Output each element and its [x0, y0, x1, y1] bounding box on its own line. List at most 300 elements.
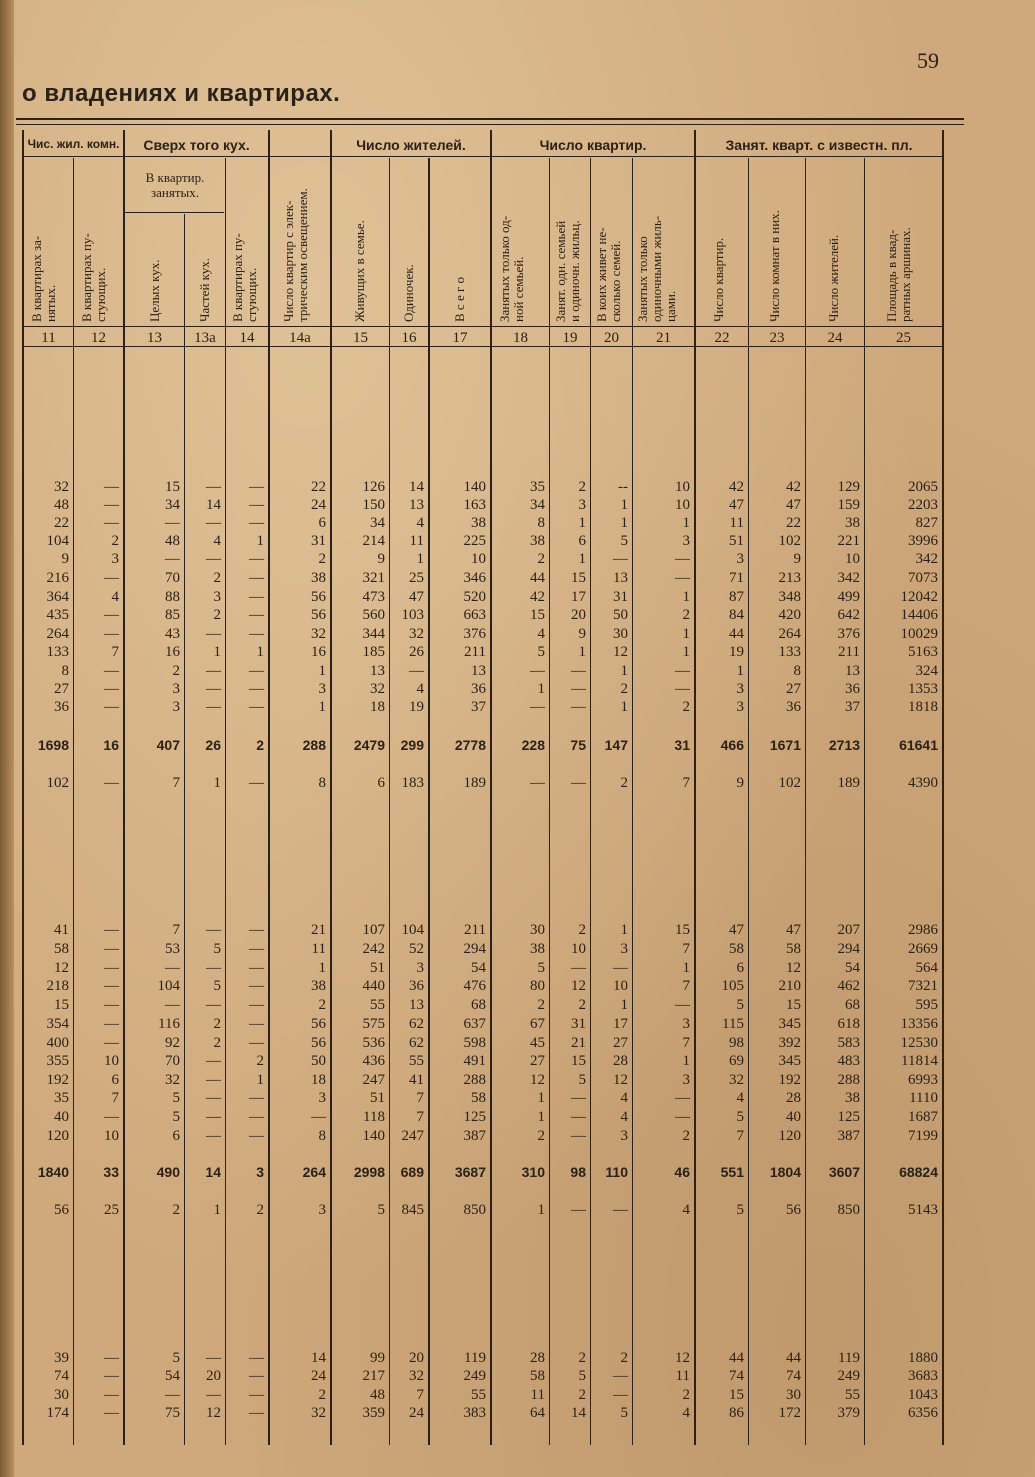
table-cell: 5 [213, 978, 221, 994]
table-cell: 12 [206, 1405, 221, 1421]
table-cell: 10 [471, 551, 486, 567]
table-cell: 27 [530, 1053, 545, 1069]
table-cell: 211 [838, 644, 860, 660]
table-cell: 41 [54, 922, 69, 938]
table-cell: 56 [786, 1202, 801, 1218]
table-cell: 192 [46, 1072, 69, 1088]
column-number: 14а [289, 330, 311, 346]
table-cell: 51 [370, 1090, 385, 1106]
table-cell: 7199 [908, 1128, 938, 1144]
table-cell: 7 [682, 775, 690, 791]
table-cell: 466 [720, 737, 744, 753]
table-cell: 30 [530, 922, 545, 938]
table-cell: 70 [165, 570, 180, 586]
table-cell: 1 [537, 1109, 545, 1125]
table-cell: 172 [778, 1405, 801, 1421]
table-cell: 3 [256, 1164, 264, 1180]
table-cell: — [249, 589, 264, 605]
table-cell: 440 [362, 978, 385, 994]
table-cell: 12 [571, 978, 586, 994]
table-cell: 364 [46, 589, 69, 605]
table-cell: 56 [311, 1016, 326, 1032]
table-cell: 19 [729, 644, 744, 660]
table-cell: 7 [111, 644, 119, 660]
table-cell: — [571, 681, 586, 697]
table-cell: 2 [213, 570, 221, 586]
table-cell: 2 [682, 607, 690, 623]
table-cell: 12530 [900, 1035, 938, 1051]
table-cell: 3 [111, 551, 119, 567]
table-cell: — [249, 607, 264, 623]
table-cell: 483 [837, 1053, 860, 1069]
table-cell: 2 [172, 663, 180, 679]
table-cell: 10 [675, 497, 690, 513]
table-cell: — [571, 1109, 586, 1125]
table-cell: 58 [530, 1368, 545, 1384]
table-cell: 3 [620, 941, 628, 957]
table-cell: 1818 [908, 699, 938, 715]
table-cell: 21 [311, 922, 326, 938]
table-cell: 80 [530, 978, 545, 994]
table-cell: — [311, 1109, 326, 1125]
table-cell: 6356 [908, 1405, 938, 1421]
column-label: Занятых только од- ной семьей. [497, 215, 526, 322]
table-cell: 32 [729, 1072, 744, 1088]
table-cell: 7073 [908, 570, 938, 586]
table-cell: 34 [165, 497, 180, 513]
column-divider [549, 158, 550, 1445]
column-number: 16 [401, 330, 417, 346]
table-right-border [942, 130, 944, 1445]
table-cell: — [206, 997, 221, 1013]
table-cell: 38 [311, 570, 326, 586]
table-cell: 10 [675, 479, 690, 495]
table-cell: 8 [318, 775, 326, 791]
table-cell: 86 [729, 1405, 744, 1421]
table-cell: — [675, 551, 690, 567]
table-cell: 32 [165, 1072, 180, 1088]
table-cell: 354 [46, 1016, 69, 1032]
table-cell: 247 [362, 1072, 385, 1088]
table-cell: 1 [682, 626, 690, 642]
column-label: В квартирах за- нятых. [29, 235, 58, 322]
column-divider [864, 158, 865, 1445]
table-cell: 24 [311, 497, 326, 513]
table-cell: 15 [571, 1053, 586, 1069]
table-cell: 598 [463, 1035, 486, 1051]
table-cell: 103 [401, 607, 424, 623]
table-cell: 87 [729, 589, 744, 605]
table-cell: — [571, 1202, 586, 1218]
table-cell: 47 [729, 922, 744, 938]
table-cell: 98 [729, 1035, 744, 1051]
table-cell: 14 [409, 479, 424, 495]
table-cell: 120 [46, 1128, 69, 1144]
table-cell: 15 [54, 997, 69, 1013]
table-cell: 2986 [908, 922, 938, 938]
table-cell: 126 [362, 479, 385, 495]
table-cell: 4 [736, 1090, 744, 1106]
table-cell: 7 [416, 1109, 424, 1125]
table-cell: 55 [471, 1387, 486, 1403]
table-cell: 392 [778, 1035, 801, 1051]
table-cell: 217 [362, 1368, 385, 1384]
table-cell: 491 [463, 1053, 486, 1069]
table-cell: 3 [213, 589, 221, 605]
table-cell: 74 [729, 1368, 744, 1384]
table-cell: 102 [778, 533, 801, 549]
table-cell: — [104, 941, 119, 957]
table-cell: — [571, 1128, 586, 1144]
table-cell: 1687 [908, 1109, 938, 1125]
table-cell: — [165, 1387, 180, 1403]
table-cell: 8 [61, 663, 69, 679]
column-number: 15 [353, 330, 368, 346]
table-cell: 242 [362, 941, 385, 957]
table-cell: 75 [570, 737, 586, 753]
column-label: Число квартир с элек- трическим освещением. [281, 188, 310, 322]
table-cell: 249 [837, 1368, 860, 1384]
table-cell: 595 [915, 997, 938, 1013]
table-cell: 55 [845, 1387, 860, 1403]
table-cell: 3 [318, 681, 326, 697]
table-cell: 551 [720, 1164, 744, 1180]
table-cell: 44 [729, 626, 744, 642]
table-cell: 3 [318, 1090, 326, 1106]
table-cell: 140 [362, 1128, 385, 1144]
table-cell: 61641 [899, 737, 938, 753]
table-cell: — [249, 497, 264, 513]
table-cell: — [249, 551, 264, 567]
table-cell: 560 [362, 607, 385, 623]
group-rule [22, 156, 942, 157]
table-cell: 3 [736, 551, 744, 567]
table-cell: 174 [46, 1405, 69, 1421]
table-cell: 5 [620, 533, 628, 549]
table-cell: 7 [416, 1387, 424, 1403]
table-cell: — [249, 1035, 264, 1051]
table-cell: 150 [362, 497, 385, 513]
table-cell: 7 [111, 1090, 119, 1106]
table-cell: — [104, 663, 119, 679]
column-number: 14 [239, 330, 255, 346]
table-cell: 2 [578, 922, 586, 938]
table-cell: 10 [571, 941, 586, 957]
table-cell: 2 [318, 551, 326, 567]
table-cell: 462 [837, 978, 860, 994]
table-cell: 115 [722, 1016, 744, 1032]
table-cell: 2065 [908, 479, 938, 495]
column-number: 21 [656, 330, 671, 346]
table-cell: 64 [530, 1405, 545, 1421]
table-cell: 1043 [908, 1387, 938, 1403]
table-cell: 3 [682, 1072, 690, 1088]
table-cell: 133 [778, 644, 801, 660]
table-cell: 2 [256, 737, 264, 753]
table-cell: 13 [409, 497, 424, 513]
table-cell: 17 [613, 1016, 628, 1032]
table-cell: 342 [837, 570, 860, 586]
column-number: 22 [714, 330, 730, 346]
table-cell: 119 [838, 1350, 860, 1366]
table-cell: 1 [682, 960, 690, 976]
table-cell: 845 [401, 1202, 424, 1218]
column-divider [748, 158, 749, 1445]
table-cell: 324 [915, 663, 938, 679]
table-cell: 1 [318, 699, 326, 715]
table-cell: 54 [165, 1368, 180, 1384]
table-cell: 58 [471, 1090, 486, 1106]
table-cell: 536 [362, 1035, 385, 1051]
table-cell: 5163 [908, 644, 938, 660]
table-cell: 2 [682, 699, 690, 715]
table-cell: 183 [401, 775, 424, 791]
table-cell: 2778 [454, 737, 486, 753]
table-cell: 50 [311, 1053, 326, 1069]
table-cell: 102 [778, 775, 801, 791]
table-cell: 9 [793, 551, 801, 567]
table-cell: 27 [54, 681, 69, 697]
table-cell: 56 [311, 589, 326, 605]
table-cell: — [104, 681, 119, 697]
table-cell: 2 [578, 1350, 586, 1366]
table-cell: 24 [409, 1405, 424, 1421]
table-cell: 11 [729, 515, 744, 531]
table-cell: 7 [682, 1035, 690, 1051]
table-cell: — [165, 515, 180, 531]
table-cell: 3 [172, 681, 180, 697]
column-number: 23 [769, 330, 785, 346]
table-cell: — [104, 570, 119, 586]
table-cell: 520 [463, 589, 486, 605]
table-cell: 4 [111, 589, 119, 605]
table-cell: 12 [54, 960, 69, 976]
table-cell: — [104, 607, 119, 623]
table-cell: 1 [213, 644, 221, 660]
table-cell: 10029 [900, 626, 938, 642]
table-cell: 9 [61, 551, 69, 567]
table-cell: 564 [915, 960, 938, 976]
table-cell: 2 [318, 1387, 326, 1403]
table-cell: 387 [463, 1128, 486, 1144]
subgroup-heading-occupied: В квартир. занятых. [145, 170, 205, 200]
table-cell: 4 [537, 626, 545, 642]
table-cell: 2203 [908, 497, 938, 513]
table-cell: 47 [786, 497, 801, 513]
table-cell: 473 [362, 589, 385, 605]
table-cell: — [249, 1128, 264, 1144]
table-cell: — [675, 681, 690, 697]
table-cell: 28 [786, 1090, 801, 1106]
table-cell: 31 [674, 737, 690, 753]
column-label: Живущих в семье. [352, 220, 367, 322]
table-cell: 71 [729, 570, 744, 586]
table-cell: — [249, 960, 264, 976]
table-cell: 125 [463, 1109, 486, 1125]
table-cell: 288 [837, 1072, 860, 1088]
table-cell: 2 [620, 681, 628, 697]
table-cell: 28 [530, 1350, 545, 1366]
table-cell: 75 [165, 1405, 180, 1421]
group-heading-apartments: Число квартир. [539, 137, 647, 153]
table-cell: 7 [736, 1128, 744, 1144]
table-cell: 2 [537, 997, 545, 1013]
table-cell: 4390 [908, 775, 938, 791]
table-cell: — [104, 775, 119, 791]
table-cell: 189 [837, 775, 860, 791]
table-cell: 38 [845, 515, 860, 531]
table-cell: 26 [409, 644, 424, 660]
table-cell: 36 [54, 699, 69, 715]
table-cell: 3683 [908, 1368, 938, 1384]
table-cell: 4 [416, 681, 424, 697]
table-cell: 2 [213, 1016, 221, 1032]
table-cell: 10 [104, 1128, 119, 1144]
table-cell: 348 [778, 589, 801, 605]
table-cell: 62 [409, 1016, 424, 1032]
table-cell: — [165, 997, 180, 1013]
table-cell: 85 [165, 607, 180, 623]
table-cell: — [206, 960, 221, 976]
table-cell: 1 [537, 1202, 545, 1218]
table-cell: 21 [571, 1035, 586, 1051]
table-cell: 104 [46, 533, 69, 549]
table-cell: 1 [682, 644, 690, 660]
table-cell: 68824 [899, 1164, 938, 1180]
table-cell: — [104, 515, 119, 531]
table-cell: 52 [409, 941, 424, 957]
column-number: 12 [91, 330, 106, 346]
table-cell: 637 [463, 1016, 486, 1032]
table-cell: 6 [111, 1072, 119, 1088]
table-cell: 1 [682, 1053, 690, 1069]
table-cell: 12042 [900, 589, 938, 605]
table-cell: 116 [158, 1016, 180, 1032]
table-cell: 147 [604, 737, 628, 753]
table-cell: 1 [213, 775, 221, 791]
table-cell: 5 [578, 1072, 586, 1088]
table-cell: 2 [682, 1387, 690, 1403]
table-cell: 7 [416, 1090, 424, 1106]
table-cell: 8 [793, 663, 801, 679]
table-cell: 42 [530, 589, 545, 605]
table-cell: 129 [837, 479, 860, 495]
table-cell: 216 [46, 570, 69, 586]
table-cell: 12 [675, 1350, 690, 1366]
table-cell: 379 [837, 1405, 860, 1421]
table-cell: 1804 [769, 1164, 801, 1180]
table-cell: 39 [54, 1350, 69, 1366]
table-cell: 107 [362, 922, 385, 938]
table-cell: 8 [537, 515, 545, 531]
table-cell: — [249, 1368, 264, 1384]
table-cell: 264 [778, 626, 801, 642]
top-rule-thin [16, 124, 964, 125]
table-cell: — [104, 1368, 119, 1384]
table-cell: 32 [409, 1368, 424, 1384]
column-number: 11 [41, 330, 56, 346]
table-cell: 4 [682, 1405, 690, 1421]
table-cell: — [206, 626, 221, 642]
top-rule [16, 118, 964, 120]
table-cell: 2 [578, 1387, 586, 1403]
table-cell: 34 [530, 497, 545, 513]
table-cell: 40 [54, 1109, 69, 1125]
column-divider [225, 158, 226, 1445]
table-cell: — [409, 663, 424, 679]
table-cell: 1 [416, 551, 424, 567]
table-cell: 4 [620, 1090, 628, 1106]
table-cell: 4 [620, 1109, 628, 1125]
table-cell: — [104, 479, 119, 495]
table-cell: 38 [845, 1090, 860, 1106]
table-cell: — [249, 626, 264, 642]
subgroup-rule [124, 212, 224, 213]
table-cell: 48 [370, 1387, 385, 1403]
table-cell: 207 [837, 922, 860, 938]
table-cell: 2 [213, 1035, 221, 1051]
table-cell: 54 [471, 960, 486, 976]
column-divider [590, 158, 591, 1445]
table-cell: — [571, 1090, 586, 1106]
table-cell: 376 [463, 626, 486, 642]
table-cell: 294 [837, 941, 860, 957]
table-cell: 27 [786, 681, 801, 697]
table-cell: — [206, 681, 221, 697]
table-cell: 213 [778, 570, 801, 586]
table-cell: — [249, 922, 264, 938]
table-cell: 1 [213, 1202, 221, 1218]
column-divider [805, 158, 806, 1445]
table-cell: 42 [786, 479, 801, 495]
table-cell: 35 [54, 1090, 69, 1106]
table-cell: 211 [464, 644, 486, 660]
column-label: В квартирах пу- стующих. [230, 233, 259, 322]
table-cell: 663 [463, 607, 486, 623]
column-divider [389, 158, 390, 1445]
table-cell: 22 [311, 479, 326, 495]
table-cell: 32 [311, 626, 326, 642]
table-cell: 3 [736, 699, 744, 715]
table-cell: 1 [682, 515, 690, 531]
table-cell: — [249, 1016, 264, 1032]
table-cell: — [104, 1350, 119, 1366]
table-cell: 44 [530, 570, 545, 586]
table-cell: 88 [165, 589, 180, 605]
table-cell: — [206, 922, 221, 938]
table-cell: 34 [370, 515, 385, 531]
table-cell: 32 [311, 1405, 326, 1421]
table-cell: 299 [400, 737, 424, 753]
column-divider [428, 158, 430, 1445]
table-cell: 618 [837, 1016, 860, 1032]
table-cell: 7 [682, 941, 690, 957]
table-cell: — [206, 1072, 221, 1088]
table-cell: 14 [206, 497, 221, 513]
table-cell: 1 [578, 551, 586, 567]
table-cell: 7 [172, 775, 180, 791]
table-cell: 5143 [908, 1202, 938, 1218]
table-cell: 119 [464, 1350, 486, 1366]
table-cell: — [675, 570, 690, 586]
table-cell: 1353 [908, 681, 938, 697]
table-cell: 31 [613, 589, 628, 605]
table-cell: 2 [318, 997, 326, 1013]
table-cell: 1 [620, 699, 628, 715]
table-cell: 3607 [828, 1164, 860, 1180]
column-label: В коих живет не- сколько семей. [594, 227, 623, 322]
table-cell: 5 [736, 997, 744, 1013]
